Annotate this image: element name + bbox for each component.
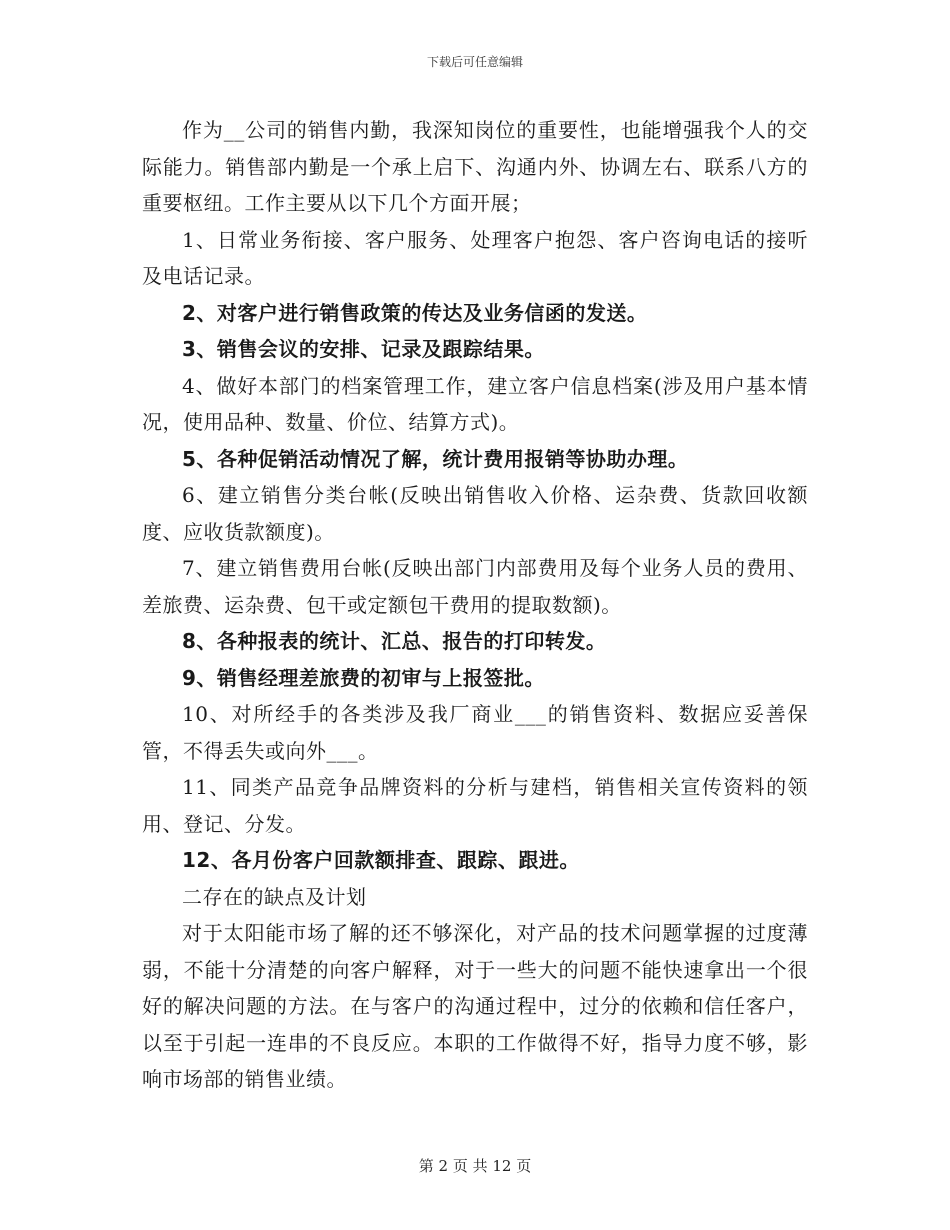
list-item: 11、同类产品竞争品牌资料的分析与建档，销售相关宣传资料的领用、登记、分发。: [142, 775, 808, 836]
paragraph: 作为__公司的销售内勤，我深知岗位的重要性，也能增强我个人的交际能力。销售部内勤是一个承上启下、沟通内外、协调左右、联系八方的重要枢纽。工作主要从以下几个方面开展；: [142, 118, 808, 215]
section-heading: 二存在的缺点及计划: [182, 884, 367, 909]
list-item: 8、各种报表的统计、汇总、报告的打印转发。: [182, 629, 607, 653]
list-item: 9、销售经理差旅费的初审与上报签批。: [182, 665, 545, 690]
list-item: 1、日常业务衔接、客户服务、处理客户抱怨、客户咨询电话的接听及电话记录。: [142, 227, 808, 288]
list-item: 12、各月份客户回款额排查、跟踪、跟进。: [182, 848, 580, 872]
list-item: 7、建立销售费用台帐(反映出部门内部费用及每个业务人员的费用、差旅费、运杂费、包干或定额包干费用的提取数额)。: [142, 556, 808, 617]
list-item: 2、对客户进行销售政策的传达及业务信函的发送。: [182, 300, 648, 325]
page-header: 下载后可任意编辑: [426, 55, 523, 69]
document-body: [142, 112, 808, 1098]
paragraph: 对于太阳能市场了解的还不够深化，对产品的技术问题掌握的过度薄弱，不能十分清楚的向客户解释，对于一些大的问题不能快速拿出一个很好的解决问题的方法。在与客户的沟通过程中，过分的依赖和信任客户，以至于引起一连串的不良反应。本职的工作做得不好，指导力度不够，影响市场部的销售业绩。: [142, 921, 808, 1091]
list-item: 3、销售会议的安排、记录及跟踪结果。: [182, 337, 545, 361]
page-footer: 第 2 页 共 12 页: [418, 1157, 532, 1175]
list-item: 6、建立销售分类台帐(反映出销售收入价格、运杂费、货款回收额度、应收货款额度)。: [142, 483, 808, 544]
list-item: 5、各种促销活动情况了解，统计费用报销等协助办理。: [182, 446, 689, 471]
list-item: 10、对所经手的各类涉及我厂商业___的销售资料、数据应妥善保管，不得丢失或向外___。: [142, 702, 808, 763]
list-item: 4、做好本部门的档案管理工作，建立客户信息档案(涉及用户基本情况，使用品种、数量、价位、结算方式)。: [142, 373, 808, 434]
